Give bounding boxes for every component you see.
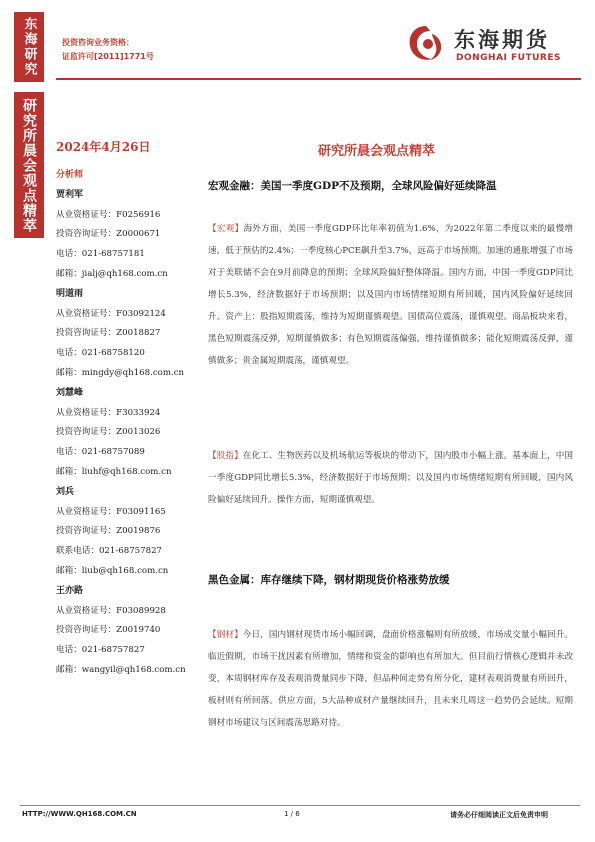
analyst-detail: 邮箱：liub@qh168.com.cn bbox=[56, 565, 169, 576]
section-tab: 研究所晨会观点精萃 bbox=[14, 92, 44, 238]
analyst-detail: 联系电话：021-68757827 bbox=[56, 546, 163, 557]
steel-paragraph bbox=[208, 624, 573, 734]
macro-tag: 【宏观】 bbox=[208, 224, 244, 234]
analyst-name: 明道雨 bbox=[56, 288, 84, 299]
analyst-detail: 投资咨询证号：Z0018827 bbox=[56, 328, 161, 339]
analyst-detail: 邮箱：mingdy@qh168.com.cn bbox=[56, 367, 185, 378]
license-info bbox=[62, 36, 154, 64]
analyst-detail: 邮箱：wangyil@qh168.com.cn bbox=[56, 664, 186, 675]
analyst-name: 贾利军 bbox=[56, 189, 84, 200]
analyst-detail: 电话：021-68757089 bbox=[56, 447, 145, 458]
report-date: 2024年4月26日 bbox=[56, 140, 151, 154]
logo-chinese-text: 东海期货 bbox=[454, 28, 550, 52]
analyst-heading: 分析师 bbox=[56, 170, 84, 180]
logo-english-text: DONGHAI FUTURES bbox=[456, 53, 561, 63]
page-number: 1 / 6 bbox=[284, 810, 300, 818]
macro-paragraph bbox=[208, 218, 573, 372]
analyst-detail: 电话：021-68757181 bbox=[56, 249, 145, 260]
license-line-2: 证监许可[2011]1771号 bbox=[62, 52, 154, 61]
analyst-name: 刘慧峰 bbox=[56, 387, 84, 398]
stock-tag: 【股指】 bbox=[208, 451, 243, 461]
steel-text: 今日，国内钢材现货市场小幅回调，盘面价格涨幅则有所放缓，市场成交量小幅回升。临近假期，市场干扰因素有所增加，情绪和资金的影响也有所加大。但目前行情核心逻辑并未改变，本周钢材库存及表观消费量同步下降，但品种间走势有所分化，建材表观消费量有所回升，板材则有所回落。供应方面，5大品种成材产量继续回升，且未来几周这一趋势仍会延续。短期钢材市场建议与区间震荡思路对待。 bbox=[208, 630, 573, 728]
analyst-detail: 投资咨询证号：Z0019740 bbox=[56, 625, 161, 636]
analyst-list bbox=[56, 166, 186, 681]
analyst-detail: 投资咨询证号：Z0013026 bbox=[56, 427, 161, 438]
analyst-detail: 电话：021-68757827 bbox=[56, 645, 145, 656]
analyst-name: 王亦路 bbox=[56, 585, 84, 596]
analyst-detail: 邮箱：jialj@qh168.com.cn bbox=[56, 268, 168, 279]
donghai-logo bbox=[404, 20, 580, 68]
header-divider bbox=[56, 78, 581, 80]
analyst-detail: 从业资格证号：F03089928 bbox=[56, 605, 166, 616]
stock-text: 在化工、生物医药以及机场航运等板块的带动下，国内股市小幅上涨。基本面上，中国一季度GDP同比增长5.3%，经济数据好于市场预期；以及国内市场情绪短期有所回暖，国内风险偏好延续回升。操作方面，短期谨慎观望。 bbox=[208, 451, 573, 505]
steel-tag: 【钢材】 bbox=[208, 630, 243, 640]
metals-heading: 黑色金属：库存继续下降，钢材期现货价格涨势放缓 bbox=[208, 574, 450, 586]
macro-section bbox=[208, 178, 573, 193]
analyst-detail: 电话：021-68758120 bbox=[56, 348, 145, 359]
footer-url[interactable]: HTTP://WWW.QH168.COM.CN bbox=[22, 810, 137, 818]
license-line-1: 投资咨询业务资格： bbox=[62, 38, 134, 47]
brand-tab: 东海研究 bbox=[14, 12, 44, 82]
stock-paragraph bbox=[208, 445, 573, 511]
report-title: 研究所晨会观点精萃 bbox=[318, 144, 436, 159]
footer-divider bbox=[20, 805, 580, 806]
footer-disclaimer: 请务必仔细阅读正文后免责申明 bbox=[450, 811, 548, 819]
macro-text: 海外方面，美国一季度GDP环比年率初值为1.6%，为2022年第二季度以来的最慢增速，低于预估的2.4%；一季度核心PCE飙升至3.7%，远高于市场预期。加速的通胀增强了市场对于美联储不会在9月前降息的预期；全球风险偏好整体降温。国内方面，中国一季度GDP同比增长5.3%，经济数据好于市场预期；以及国内市场情绪短期有所回暖，国内风险偏好延续回升。资产上：股指短期震荡，维持为短期谨慎观望。国债高位震荡，谨慎观望。商品板块来看，黑色短期震荡反弹，短期谨慎做多；有色短期震荡偏强，维持谨慎做多；能化短期震荡反弹，谨慎做多；贵金属短期震荡，谨慎观望。 bbox=[208, 224, 573, 366]
analyst-detail: 从业资格证号：F03092124 bbox=[56, 308, 166, 319]
donghai-logo-icon bbox=[404, 22, 448, 66]
analyst-detail: 投资咨询证号：Z0000671 bbox=[56, 229, 161, 240]
analyst-name: 刘兵 bbox=[56, 486, 75, 497]
macro-heading: 宏观金融：美国一季度GDP不及预期，全球风险偏好延续降温 bbox=[208, 180, 497, 192]
analyst-detail: 从业资格证号：F3033924 bbox=[56, 407, 161, 418]
analyst-people bbox=[56, 186, 186, 681]
analyst-detail: 投资咨询证号：Z0019876 bbox=[56, 526, 161, 537]
metals-section bbox=[208, 572, 573, 587]
analyst-detail: 从业资格证号：F03091165 bbox=[56, 506, 166, 517]
analyst-detail: 从业资格证号：F0256916 bbox=[56, 209, 161, 220]
analyst-detail: 邮箱：liuhf@qh168.com.cn bbox=[56, 466, 172, 477]
